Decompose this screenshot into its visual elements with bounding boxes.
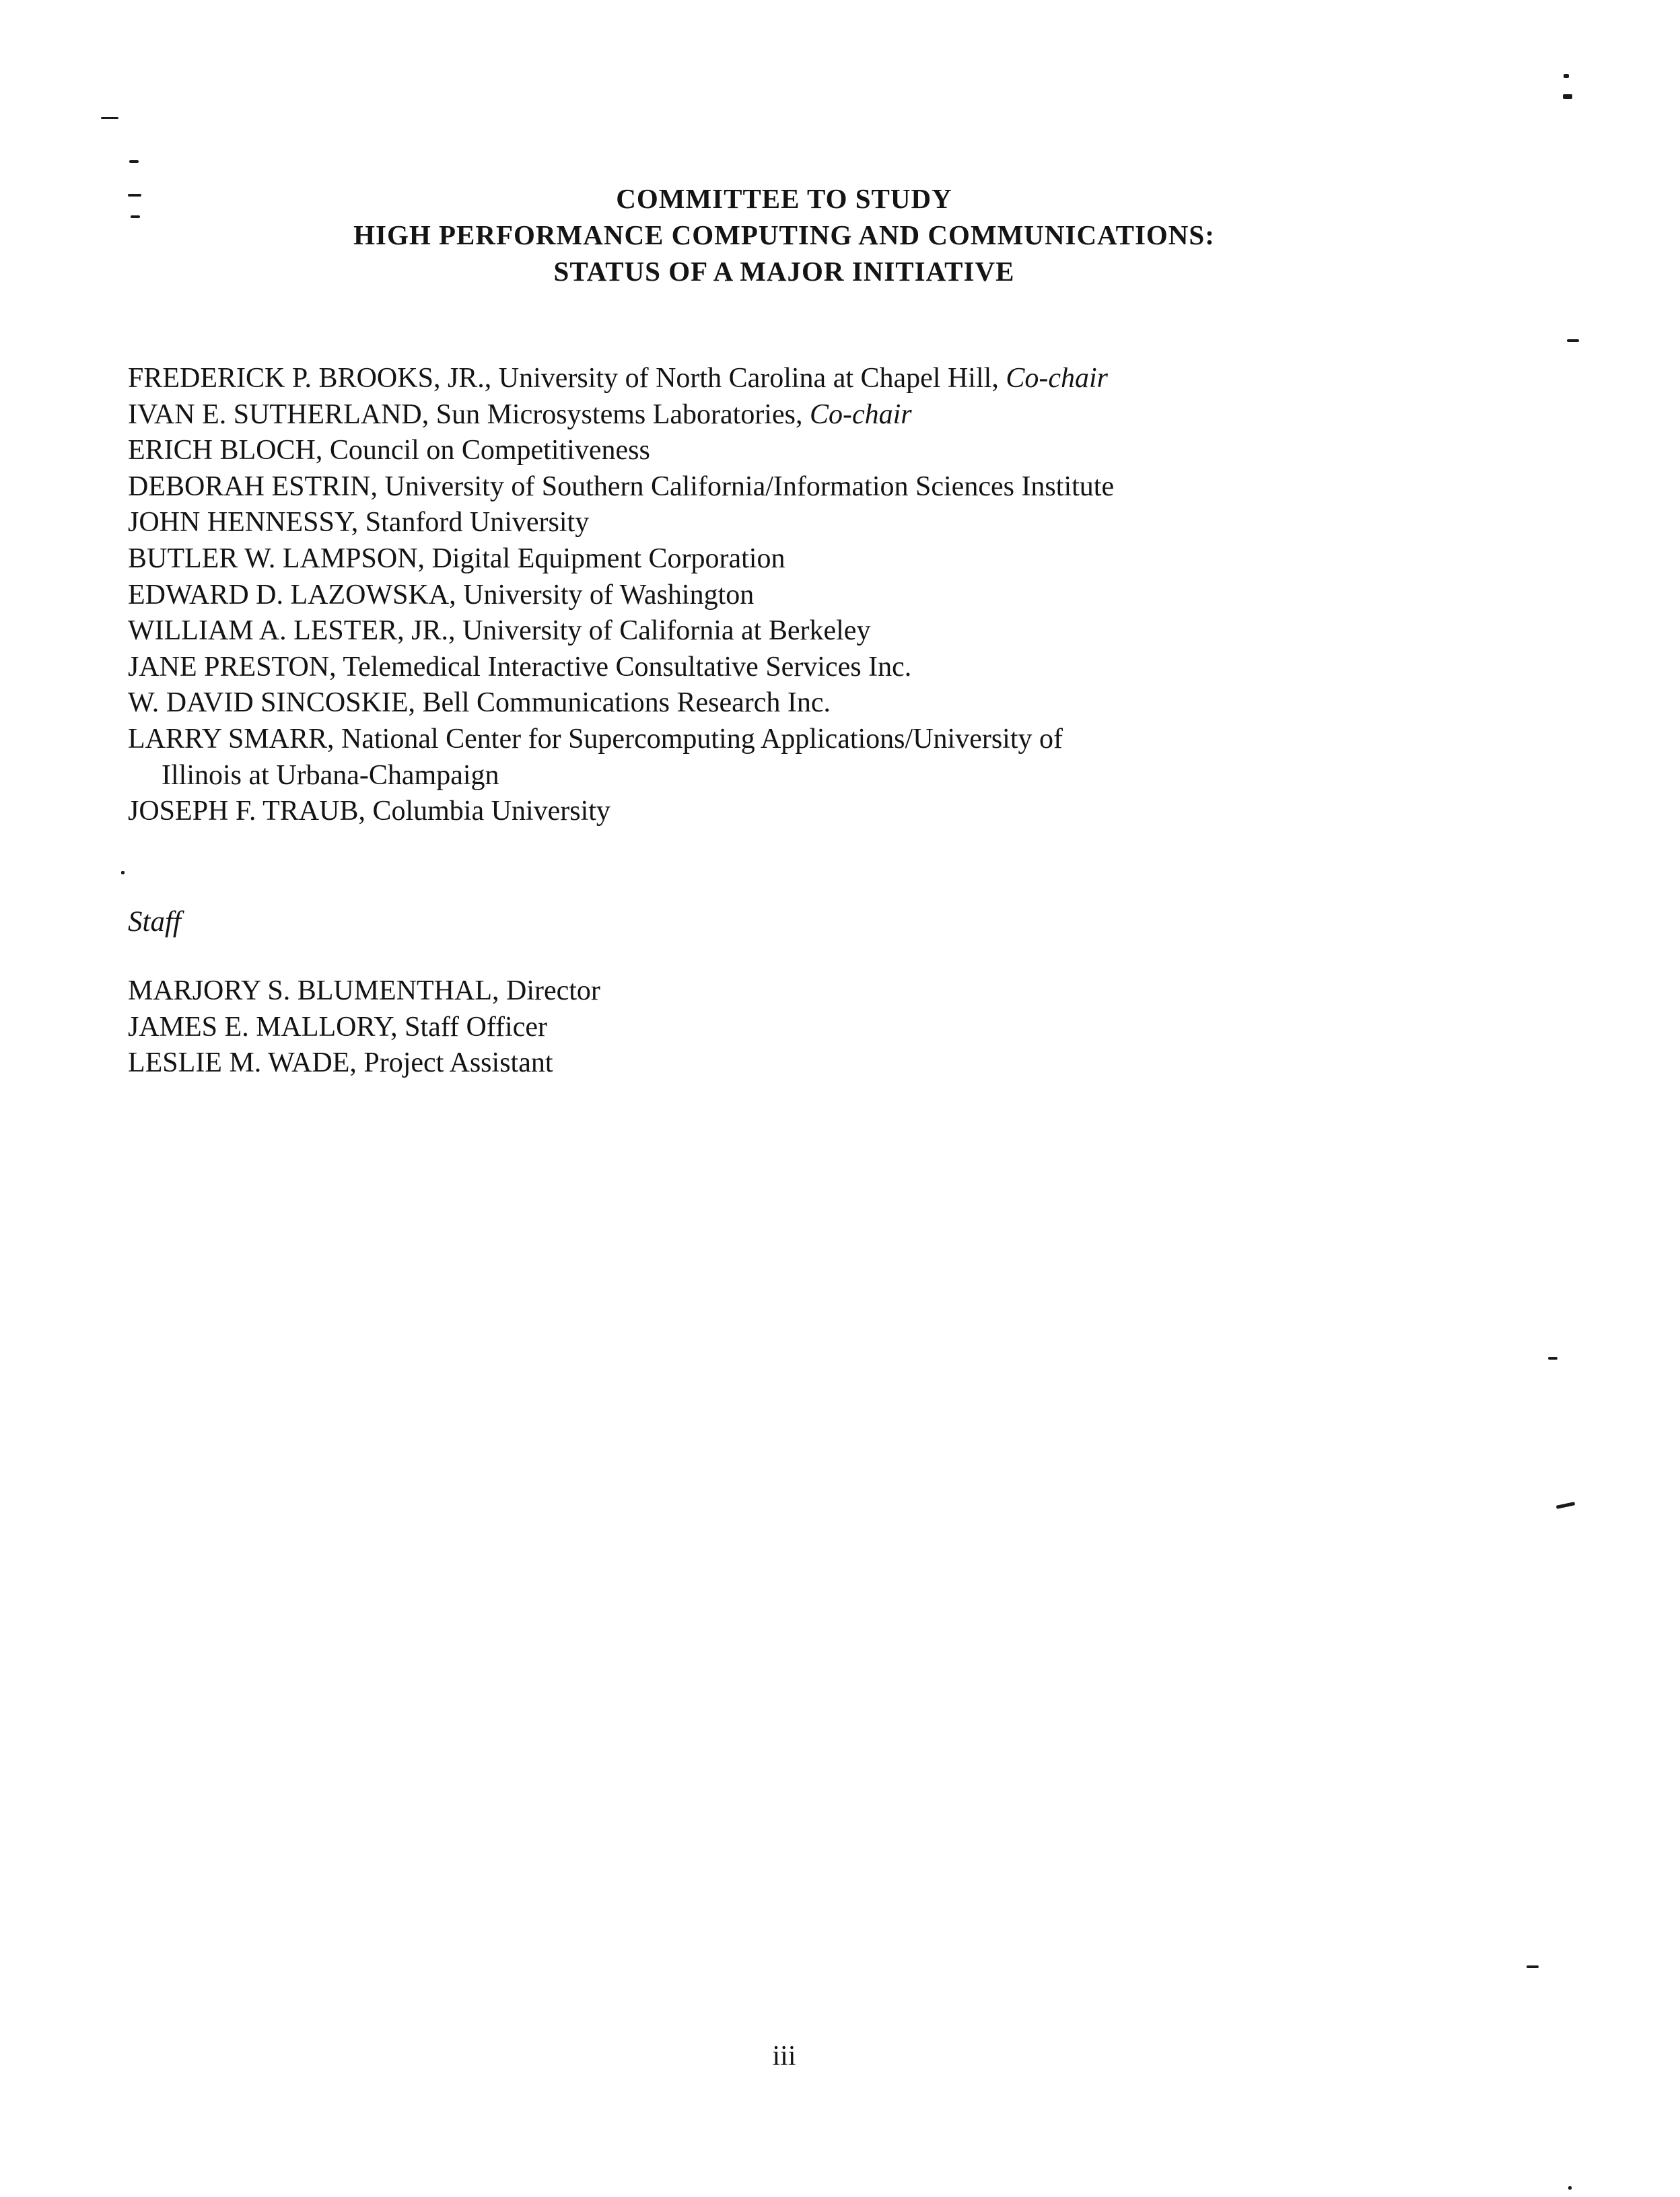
scan-mark (129, 160, 139, 163)
member-entry: EDWARD D. LAZOWSKA, University of Washington (128, 579, 755, 611)
member-entry: BUTLER W. LAMPSON, Digital Equipment Corporation (128, 543, 785, 574)
member-text: FREDERICK P. BROOKS, JR., University of North Carolina at Chapel Hill, (128, 363, 1006, 394)
scan-mark (1564, 74, 1569, 78)
page-number: iii (772, 2041, 796, 2072)
staff-list (128, 973, 600, 1082)
member-text-continuation: Illinois at Urbana-Champaign (162, 759, 499, 791)
member-text: IVAN E. SUTHERLAND, Sun Microsystems Laboratories, (128, 398, 810, 430)
scan-mark (101, 117, 118, 119)
scan-mark (1527, 1965, 1539, 1968)
member-role: Co-chair (809, 398, 912, 430)
scan-mark (1568, 2186, 1572, 2190)
scan-mark (128, 194, 141, 197)
staff-entry: JAMES E. MALLORY, Staff Officer (128, 1011, 547, 1043)
title-line-1: COMMITTEE TO STUDY (616, 183, 952, 214)
scan-mark (1556, 1502, 1575, 1509)
member-entry (128, 361, 1541, 397)
scan-mark (1567, 339, 1579, 342)
member-entry: WILLIAM A. LESTER, JR., University of California at Berkeley (128, 615, 871, 647)
member-role: Co-chair (1006, 363, 1108, 394)
member-entry: DEBORAH ESTRIN, University of Southern California/Information Sciences Institute (128, 470, 1115, 502)
scan-mark (1548, 1357, 1558, 1360)
committee-member-list (128, 361, 1541, 830)
member-entry: JANE PRESTON, Telemedical Interactive Consultative Services Inc. (128, 651, 912, 683)
member-entry: JOSEPH F. TRAUB, Columbia University (128, 796, 610, 827)
staff-entry: MARJORY S. BLUMENTHAL, Director (128, 975, 600, 1006)
staff-entry: LESLIE M. WADE, Project Assistant (128, 1047, 553, 1079)
member-entry (128, 722, 1541, 794)
member-text: LARRY SMARR, National Center for Supercomputing Applications/University of (128, 723, 1063, 755)
title-line-2: HIGH PERFORMANCE COMPUTING AND COMMUNICATIONS: (353, 219, 1215, 250)
committee-title (0, 180, 1568, 289)
scan-mark (1563, 94, 1572, 99)
title-line-3: STATUS OF A MAJOR INITIATIVE (553, 256, 1015, 287)
scan-mark (121, 871, 125, 874)
member-entry: W. DAVID SINCOSKIE, Bell Communications Research Inc. (128, 687, 831, 719)
scan-mark (131, 215, 140, 218)
staff-heading: Staff (128, 906, 181, 938)
member-entry (128, 397, 1541, 433)
member-entry: JOHN HENNESSY, Stanford University (128, 507, 590, 538)
member-entry: ERICH BLOCH, Council on Competitiveness (128, 435, 650, 466)
